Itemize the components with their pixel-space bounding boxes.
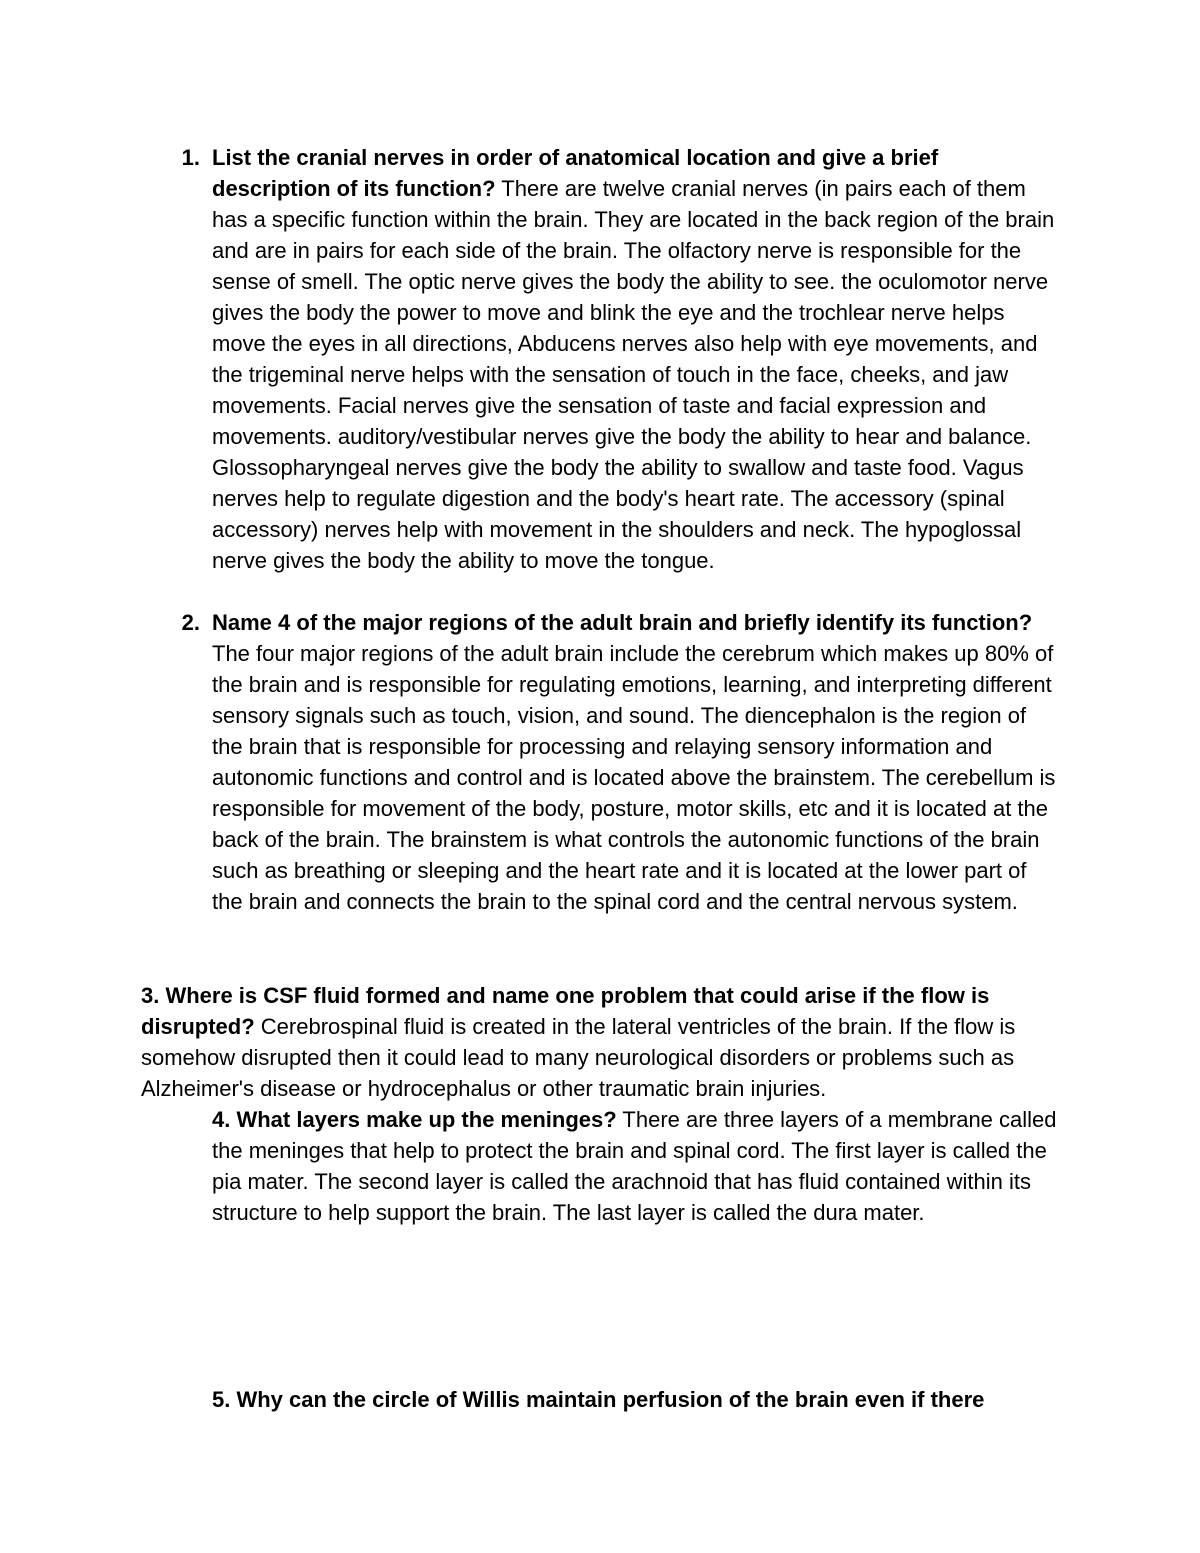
question-3-prompt: 3. Where is CSF fluid formed and name one problem that could arise if the flow is disrupted? (141, 983, 990, 1039)
question-4-answer: There are three layers of a membrane called the meninges that help to protect the brain and spinal cord. The first layer is called the pia mater. The second layer is called the arachnoid that has fluid contained within its structure to help support the brain. The last layer is called the dura mater. (212, 1107, 1057, 1225)
question-5-prompt: 5. Why can the circle of Willis maintain perfusion of the brain even if there (212, 1387, 985, 1412)
question-4-prompt: 4. What layers make up the meninges? (212, 1107, 617, 1132)
question-2-prompt: Name 4 of the major regions of the adult brain and briefly identify its function? (212, 610, 1033, 635)
question-1-number: 1. (181, 145, 200, 170)
question-5 (212, 1384, 1092, 1415)
question-1 (181, 142, 1062, 576)
question-2-number: 2. (181, 610, 200, 635)
question-4 (212, 1104, 1062, 1228)
question-3-answer: Cerebrospinal fluid is created in the lateral ventricles of the brain. If the flow is somehow disrupted then it could lead to many neurological disorders or problems such as Alzheimer's disease or hydrocephalus or other traumatic brain injuries. (141, 1014, 1016, 1101)
question-3 (141, 980, 1071, 1104)
question-1-answer: There are twelve cranial nerves (in pairs each of them has a specific function within the brain. They are located in the back region of the brain and are in pairs for each side of the brain. The olfactory nerve is responsible for the sense of smell. The optic nerve gives the body the ability to see. the oculomotor nerve gives the body the power to move and blink the eye and the trochlear nerve helps move the eyes in all directions, Abducens nerves also help with eye movements, and the trigeminal nerve helps with the sensation of touch in the face, cheeks, and jaw movements. Facial nerves give the sensation of taste and facial expression and movements. auditory/vestibular nerves give the body the ability to hear and balance. Glossopharyngeal nerves give the body the ability to swallow and taste food. Vagus nerves help to regulate digestion and the body's heart rate. The accessory (spinal accessory) nerves help with movement in the shoulders and neck. The hypoglossal nerve gives the body the ability to move the tongue. (212, 176, 1055, 573)
question-2-answer: The four major regions of the adult brain include the cerebrum which makes up 80% of the brain and is responsible for regulating emotions, learning, and interpreting different sensory signals such as touch, vision, and sound. The diencephalon is the region of the brain that is responsible for processing and relaying sensory information and autonomic functions and control and is located above the brainstem. The cerebellum is responsible for movement of the body, posture, motor skills, etc and it is located at the back of the brain. The brainstem is what controls the autonomic functions of the brain such as breathing or sleeping and the heart rate and it is located at the lower part of the brain and connects the brain to the spinal cord and the central nervous system. (212, 641, 1056, 914)
question-1-prompt: List the cranial nerves in order of anatomical location and give a brief description of its function? (212, 145, 939, 201)
question-2 (181, 607, 1062, 917)
